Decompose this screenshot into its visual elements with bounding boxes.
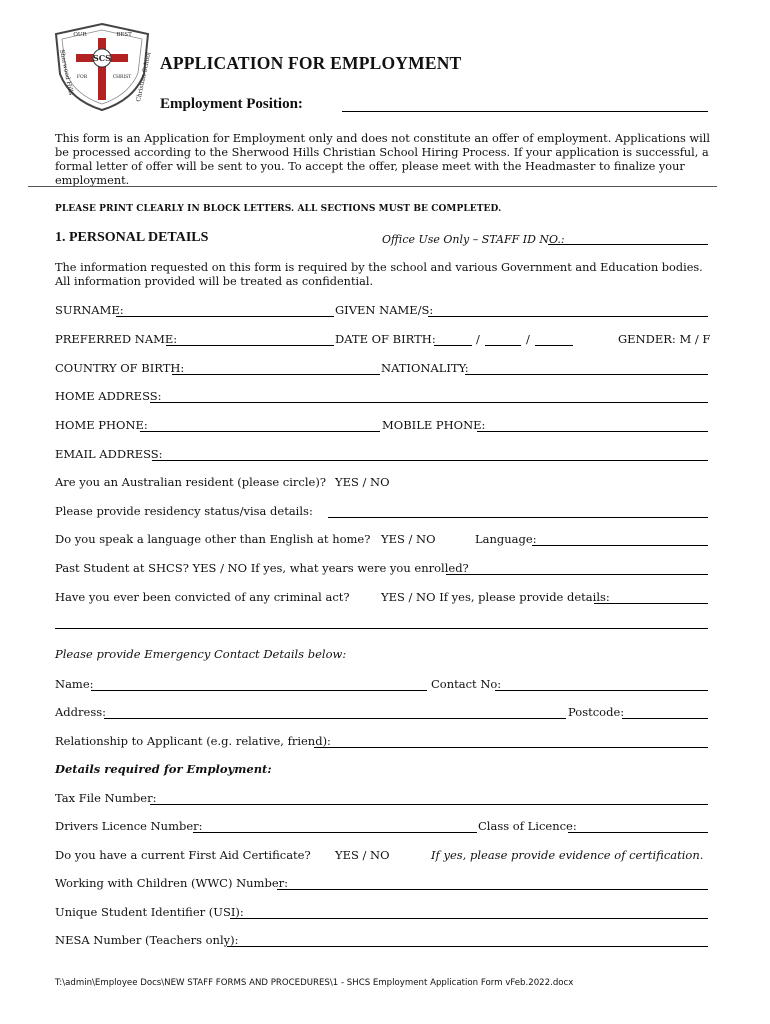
logo-left-arc-text: Sherwood Hills (58, 48, 75, 96)
nationality-label: NATIONALITY: (381, 361, 469, 375)
criminal-question: Have you ever been convicted of any criminal act? (55, 590, 350, 604)
first-aid-yes-no[interactable]: YES / NO (335, 848, 390, 862)
employment-position-label: Employment Position: (160, 96, 303, 112)
divider (28, 186, 717, 187)
language-question: Do you speak a language other than English at home? (55, 532, 371, 546)
intro-paragraph: This form is an Application for Employment only and does not constitute an offer of employment. Applications will be processed according to the Sherwood Hills Christian School Hiring Process. If your application is successful, a formal letter of offer will be sent to you. To accept the offer, please meet with the Headmaster to finalize your employment. (55, 132, 710, 187)
emergency-contact-field[interactable] (495, 678, 708, 691)
logo-mid-right-text: CHRIST (112, 75, 132, 80)
nesa-field[interactable] (227, 934, 708, 947)
emergency-postcode-label: Postcode: (568, 705, 625, 719)
emergency-name-field[interactable] (91, 678, 427, 691)
licence-number-field[interactable] (193, 820, 477, 833)
country-of-birth-label: COUNTRY OF BIRTH: (55, 361, 185, 375)
form-title: APPLICATION FOR EMPLOYMENT (160, 53, 462, 73)
school-crest-logo (52, 22, 152, 112)
office-use-label: Office Use Only – STAFF ID NO.: (382, 233, 565, 246)
logo-monogram: SCS (93, 53, 111, 63)
dob-day-field[interactable] (434, 333, 472, 346)
first-aid-note: If yes, please provide evidence of certification. (431, 848, 704, 862)
gender-option[interactable]: GENDER: M / F (618, 332, 711, 346)
surname-label: SURNAME: (55, 303, 124, 317)
first-aid-question: Do you have a current First Aid Certificate? (55, 848, 311, 862)
aus-resident-question: Are you an Australian resident (please circle)? (55, 475, 327, 489)
emergency-postcode-field[interactable] (622, 706, 708, 719)
footer-file-path: T:\admin\Employee Docs\NEW STAFF FORMS AND PROCEDURES\1 - SHCS Employment Application Form vFeb.2022.docx (55, 978, 574, 988)
print-instruction: PLEASE PRINT CLEARLY IN BLOCK LETTERS. ALL SECTIONS MUST BE COMPLETED. (55, 204, 502, 214)
criminal-yes-no-details[interactable]: YES / NO If yes, please provide details: (381, 590, 610, 604)
home-phone-field[interactable] (140, 419, 380, 432)
aus-resident-yes-no[interactable]: YES / NO (335, 475, 390, 489)
tfn-field[interactable] (150, 792, 708, 805)
nationality-field[interactable] (465, 362, 708, 375)
licence-class-field[interactable] (568, 820, 708, 833)
emergency-address-field[interactable] (104, 706, 566, 719)
home-address-field[interactable] (150, 390, 708, 403)
residency-label: Please provide residency status/visa details: (55, 504, 313, 518)
given-name-label: GIVEN NAME/S: (335, 303, 434, 317)
mobile-phone-field[interactable] (477, 419, 708, 432)
email-field[interactable] (152, 448, 708, 461)
usi-label: Unique Student Identifier (USI): (55, 905, 244, 919)
country-of-birth-field[interactable] (172, 362, 380, 375)
staff-id-field[interactable] (548, 232, 708, 245)
residency-field[interactable] (328, 505, 708, 518)
preferred-name-label: PREFERRED NAME: (55, 332, 178, 346)
language-label: Language: (475, 532, 537, 546)
emergency-heading: Please provide Emergency Contact Details below: (55, 647, 347, 661)
dob-month-field[interactable] (485, 333, 521, 346)
relationship-label: Relationship to Applicant (e.g. relative, friend): (55, 734, 331, 748)
emergency-name-label: Name: (55, 677, 94, 691)
dob-year-field[interactable] (535, 333, 573, 346)
preferred-name-field[interactable] (166, 333, 334, 346)
nesa-label: NESA Number (Teachers only): (55, 933, 239, 947)
logo-top-right-text: BEST (116, 32, 132, 38)
criminal-details-extra-line[interactable] (55, 628, 708, 629)
mobile-phone-label: MOBILE PHONE: (382, 418, 486, 432)
logo-top-left-text: OUR (73, 32, 87, 38)
surname-field[interactable] (116, 304, 334, 317)
wwc-field[interactable] (277, 877, 708, 890)
dob-slash-2: / (526, 332, 530, 346)
dob-label: DATE OF BIRTH: (335, 332, 436, 346)
employment-position-field[interactable] (342, 99, 708, 112)
info-paragraph: The information requested on this form is required by the school and various Government and Education bodies. All information provided will be treated as confidential. (55, 261, 703, 288)
usi-field[interactable] (230, 906, 708, 919)
home-phone-label: HOME PHONE: (55, 418, 148, 432)
past-student-years-field[interactable] (446, 562, 708, 575)
licence-number-label: Drivers Licence Number: (55, 819, 203, 833)
past-student-question: Past Student at SHCS? YES / NO If yes, what years were you enrolled? (55, 561, 469, 575)
emergency-contact-label: Contact No: (431, 677, 502, 691)
employment-details-heading: Details required for Employment: (55, 762, 272, 776)
logo-mid-left-text: FOR (76, 75, 88, 80)
emergency-address-label: Address: (55, 705, 107, 719)
tfn-label: Tax File Number: (55, 791, 157, 805)
language-yes-no[interactable]: YES / NO (381, 532, 436, 546)
section-title-personal-details: 1. PERSONAL DETAILS (55, 230, 209, 245)
logo-right-arc-text: Christian School (135, 51, 152, 103)
email-label: EMAIL ADDRESS: (55, 447, 163, 461)
wwc-label: Working with Children (WWC) Number: (55, 876, 289, 890)
relationship-field[interactable] (314, 735, 708, 748)
criminal-details-field[interactable] (594, 591, 708, 604)
given-name-field[interactable] (428, 304, 708, 317)
licence-class-label: Class of Licence: (478, 819, 577, 833)
dob-slash-1: / (476, 332, 480, 346)
home-address-label: HOME ADDRESS: (55, 389, 162, 403)
language-field[interactable] (532, 533, 708, 546)
